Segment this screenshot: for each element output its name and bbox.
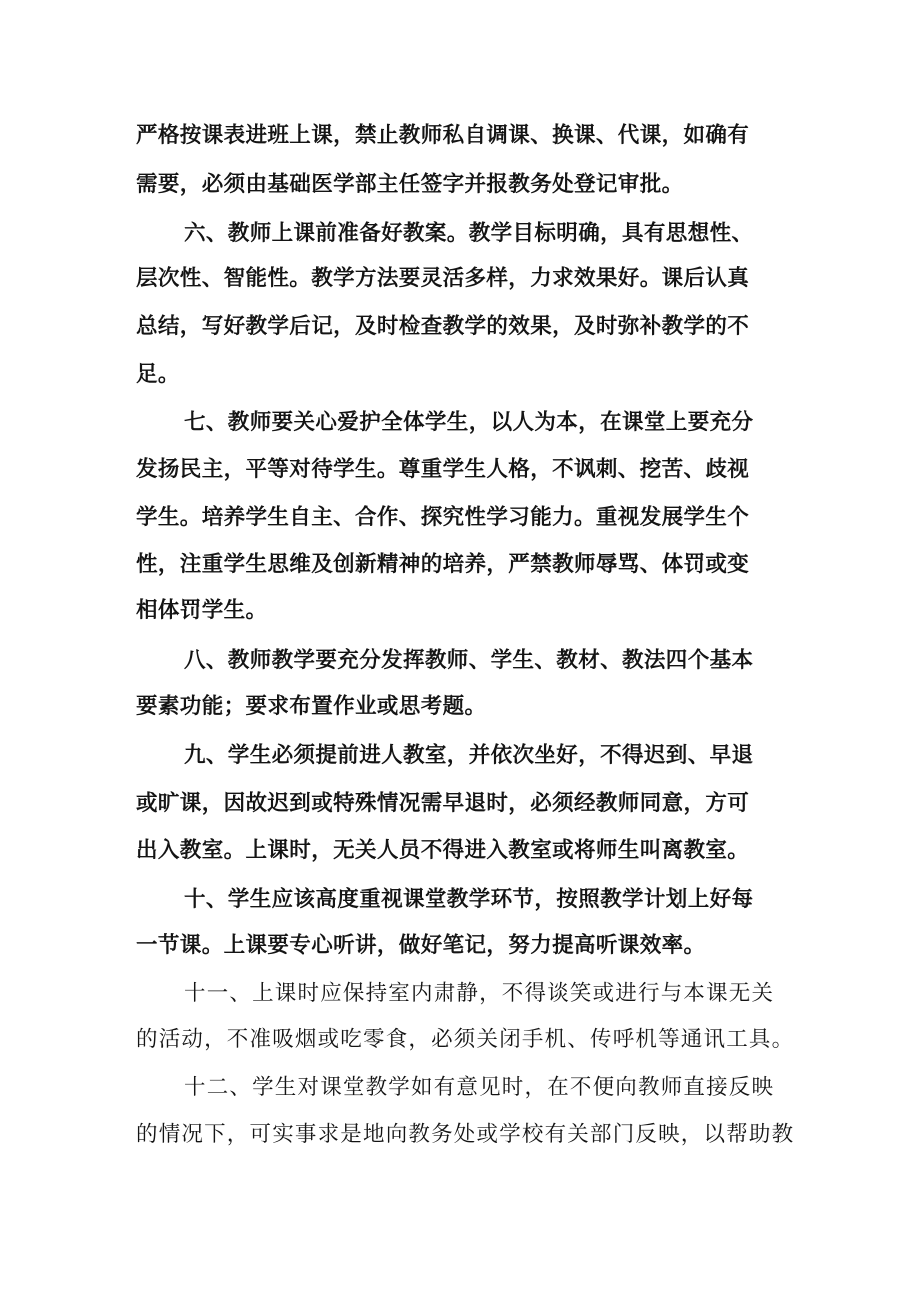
item-7-line-2: 发扬民主，平等对待学生。尊重学生人格，不讽刺、挖苦、歧视 <box>136 457 750 482</box>
item-6-line-3: 总结，写好教学后记，及时检查教学的效果，及时弥补教学的不 <box>136 314 750 339</box>
item-9-line-2: 或旷课，因故迟到或特殊情况需早退时，必须经教师同意，方可 <box>136 791 750 816</box>
item-11-line-1: 十一、上课时应保持室内肃静，不得谈笑或进行与本课无关 <box>184 981 775 1006</box>
item-6-line-2: 层次性、智能性。教学方法要灵活多样，力求效果好。课后认真 <box>136 266 750 291</box>
item-8-line-2: 要素功能；要求布置作业或思考题。 <box>136 694 487 719</box>
item-7-line-5: 相体罚学生。 <box>136 598 268 623</box>
item-12-line-1: 十二、学生对课堂教学如有意见时，在不便向教师直接反映 <box>184 1075 775 1100</box>
item-8-line-1: 八、教师教学要充分发挥教师、学生、教材、教法四个基本 <box>184 648 754 673</box>
paragraph-continued-line-2: 需要，必须由基础医学部主任签字并报教务处登记审批。 <box>136 172 684 197</box>
item-6-line-1: 六、教师上课前准备好教案。教学目标明确，具有思想性、 <box>184 221 754 246</box>
item-7-line-3: 学生。培养学生自主、合作、探究性学习能力。重视发展学生个 <box>136 505 750 530</box>
item-10-line-1: 十、学生应该高度重视课堂教学环节，按照教学计划上好每 <box>184 887 754 912</box>
item-12-line-2: 的情况下，可实事求是地向教务处或学校有关部门反映，以帮助教 <box>136 1122 795 1147</box>
item-7-line-4: 性，注重学生思维及创新精神的培养，严禁教师辱骂、体罚或变 <box>136 552 750 577</box>
paragraph-continued-line-1: 严格按课表进班上课，禁止教师私自调课、换课、代课，如确有 <box>136 123 750 148</box>
item-6-line-4: 足。 <box>136 362 180 387</box>
item-7-line-1: 七、教师要关心爱护全体学生，以人为本，在课堂上要充分 <box>184 410 754 435</box>
item-9-line-3: 出入教室。上课时，无关人员不得进入教室或将师生叫离教室。 <box>136 838 750 863</box>
item-10-line-2: 一节课。上课要专心听讲，做好笔记，努力提高听课效率。 <box>136 933 706 958</box>
item-9-line-1: 九、学生必须提前进人教室，并依次坐好，不得迟到、早退 <box>184 743 754 768</box>
item-11-line-2: 的活动，不准吸烟或吃零食，必须关闭手机、传呼机等通讯工具。 <box>136 1027 795 1052</box>
